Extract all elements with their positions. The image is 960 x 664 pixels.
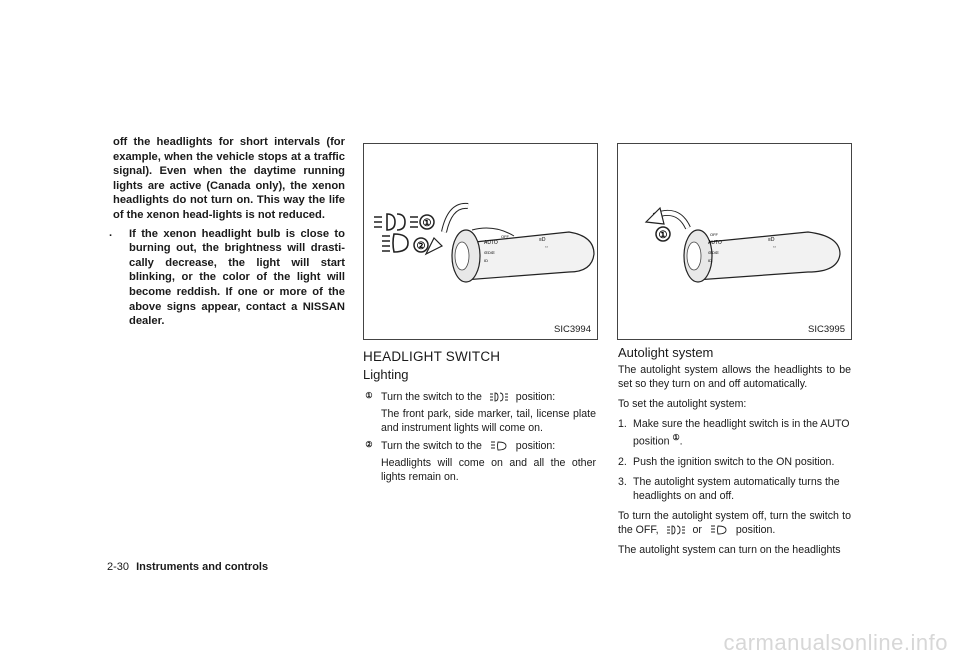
off-text-after: position. xyxy=(735,523,776,536)
svg-text:AUTO: AUTO xyxy=(484,240,498,246)
svg-text:ŒDŒ: ŒDŒ xyxy=(708,250,719,255)
item-number-badge: ① xyxy=(365,391,373,400)
watermark: carmanualsonline.info xyxy=(723,630,948,655)
figure-autolight-switch xyxy=(617,143,852,340)
lighting-item-1 xyxy=(363,390,596,404)
figure-headlight-switch-lighting xyxy=(363,143,598,340)
item-text-after: position: xyxy=(515,440,556,452)
step-end: . xyxy=(679,435,683,448)
bullet-dot: . xyxy=(109,226,113,239)
headlight-switch-illustration xyxy=(364,144,597,339)
page-footer xyxy=(107,561,268,573)
item-number-badge: ② xyxy=(365,440,373,449)
item-description: The front park, side marker, tail, license plate and instrument lights will come on. xyxy=(381,408,596,434)
step-number: 3. xyxy=(618,475,627,488)
svg-text:≡D: ≡D xyxy=(768,237,775,243)
item-description: Headlights will come on and all the other lights remain on. xyxy=(381,457,596,483)
parking-light-icon xyxy=(666,525,686,535)
item-text-after: position: xyxy=(515,391,556,403)
step-text: Push the ignition switch to the ON position. xyxy=(633,455,835,468)
autolight-off-instructions xyxy=(618,509,851,537)
autolight-instructions xyxy=(618,363,851,563)
left-column xyxy=(109,135,345,329)
step-3 xyxy=(618,475,851,503)
headlight-icon xyxy=(489,441,509,451)
lighting-instructions xyxy=(363,390,596,488)
item-text: Turn the switch to the xyxy=(381,391,482,403)
item-text: Turn the switch to the xyxy=(381,440,482,452)
lighting-item-2 xyxy=(363,439,596,453)
autolight-to-set: To set the autolight system: xyxy=(618,398,747,410)
step-text: The autolight system automatically turns the headlights on and off. xyxy=(633,475,840,502)
off-text-or: or xyxy=(692,523,702,536)
parking-light-icon xyxy=(489,392,509,402)
svg-text:≡D: ≡D xyxy=(539,237,546,243)
section-title: HEADLIGHT SWITCH xyxy=(363,349,501,364)
step-badge: ① xyxy=(672,433,680,442)
svg-text:⇔: ⇔ xyxy=(772,244,777,250)
footer-section-name: Instruments and controls xyxy=(136,561,269,573)
bullet-text: If the xenon headlight bulb is close to burning out, the brightness will drasti-cally decrease, the light will start blinking, or the color of the light will become reddish. If one or more of the above signs appear, contact a NISSAN dealer. xyxy=(129,227,345,328)
autolight-switch-illustration xyxy=(618,144,851,339)
headlight-icon xyxy=(709,525,729,535)
section-subtitle: Lighting xyxy=(363,367,409,382)
step-number: 2. xyxy=(618,455,627,468)
figure-code: SIC3995 xyxy=(808,324,845,335)
bullet-xenon-warning xyxy=(109,226,345,329)
svg-text:OFF: OFF xyxy=(710,232,718,237)
svg-text:①: ① xyxy=(422,218,432,229)
autolight-last-line: The autolight system can turn on the headlights xyxy=(618,543,841,556)
step-2 xyxy=(618,455,851,469)
svg-text:⇔: ⇔ xyxy=(544,244,549,250)
step-1 xyxy=(618,417,851,449)
svg-text:ID: ID xyxy=(708,258,712,263)
off-text-before: To turn the autolight system off, turn the switch to the OFF, xyxy=(618,509,851,536)
headlight-icon xyxy=(382,234,408,252)
svg-text:ŒDŒ: ŒDŒ xyxy=(484,250,495,255)
autolight-intro: The autolight system allows the headlights to be set so they turn on and off automatically. xyxy=(618,364,851,390)
svg-text:②: ② xyxy=(416,241,426,252)
svg-text:OFF: OFF xyxy=(501,234,509,239)
page-number: 2-30 xyxy=(107,561,130,573)
parking-light-icon xyxy=(374,214,418,230)
figure-code: SIC3994 xyxy=(554,324,591,335)
paragraph-xenon-life: off the headlights for short intervals (for example, when the vehicle stops at a traffic signal). Even when the daytime running lights are active (Canada only), the xenon headlights do not turn on. This way the life of the xenon head-lights is not reduced. xyxy=(113,136,345,221)
svg-text:ID: ID xyxy=(484,258,488,263)
autolight-title: Autolight system xyxy=(618,345,714,360)
step-text: Make sure the headlight switch is in the AUTO position xyxy=(633,418,850,448)
step-number: 1. xyxy=(618,418,627,430)
svg-text:①: ① xyxy=(658,230,668,241)
svg-text:AUTO: AUTO xyxy=(708,240,722,246)
